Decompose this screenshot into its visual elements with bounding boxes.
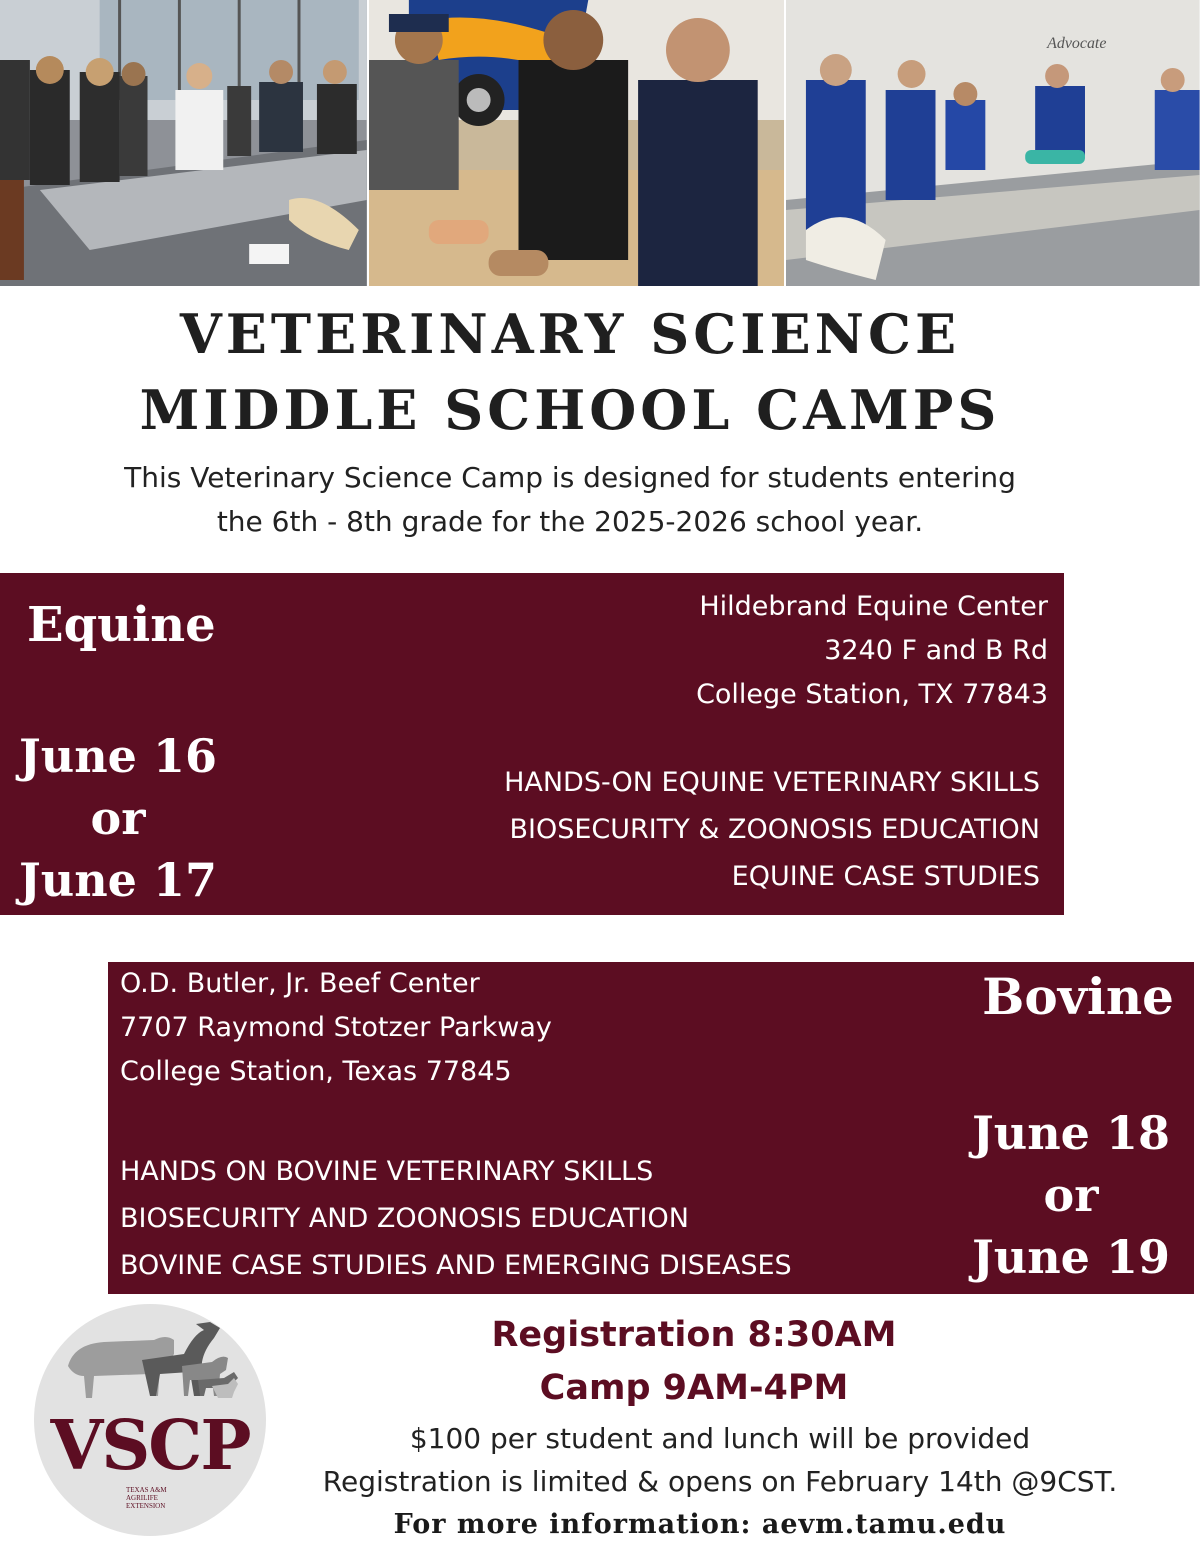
bovine-address-line: 7707 Raymond Stotzer Parkway xyxy=(120,1012,552,1043)
bovine-topic: BIOSECURITY AND ZOONOSIS EDUCATION xyxy=(120,1203,689,1234)
logo-text: VSCP xyxy=(50,1406,250,1486)
equine-address-line: 3240 F and B Rd xyxy=(824,635,1048,666)
equine-camp-panel xyxy=(0,573,1064,915)
bovine-topic: BOVINE CASE STUDIES AND EMERGING DISEASES xyxy=(120,1250,792,1281)
page-title-line-1: VETERINARY SCIENCE xyxy=(179,302,961,366)
bovine-address-line: O.D. Butler, Jr. Beef Center xyxy=(120,968,480,999)
registration-time: Registration 8:30AM xyxy=(491,1315,897,1355)
equine-address-line: Hildebrand Equine Center xyxy=(699,591,1048,622)
intro-line-1: This Veterinary Science Camp is designed for students entering xyxy=(124,461,1016,494)
photo3-sign: Advocate xyxy=(1047,34,1107,53)
bovine-topic: HANDS ON BOVINE VETERINARY SKILLS xyxy=(120,1156,654,1187)
bovine-topics xyxy=(120,1148,792,1289)
equine-date-or: or xyxy=(90,791,146,845)
equine-address-line: College Station, TX 77843 xyxy=(696,679,1048,710)
equine-date-1: June 16 xyxy=(19,729,217,783)
photo-students-lab-work xyxy=(367,0,785,286)
bovine-date-2: June 19 xyxy=(972,1230,1170,1284)
bovine-heading: Bovine xyxy=(982,967,1174,1026)
photo-strip xyxy=(0,0,1200,286)
equine-dates xyxy=(18,725,218,911)
photo-xray-lab xyxy=(784,0,1200,286)
bovine-address xyxy=(120,962,552,1094)
vscp-logo xyxy=(34,1304,266,1536)
bovine-dates xyxy=(966,1102,1176,1288)
bovine-camp-panel xyxy=(108,962,1194,1294)
cost-info: $100 per student and lunch will be provided xyxy=(409,1422,1031,1455)
equine-topic: EQUINE CASE STUDIES xyxy=(731,861,1040,892)
equine-topic: HANDS-ON EQUINE VETERINARY SKILLS xyxy=(504,767,1040,798)
equine-topics xyxy=(504,759,1040,900)
page-title-line-2: MIDDLE SCHOOL CAMPS xyxy=(139,378,1001,442)
logo-subtext: TEXAS A&M AGRILIFE EXTENSION xyxy=(126,1486,167,1510)
camp-time: Camp 9AM-4PM xyxy=(539,1368,849,1408)
more-info: For more information: aevm.tamu.edu xyxy=(393,1509,1007,1540)
intro-line-2: the 6th - 8th grade for the 2025-2026 school year. xyxy=(216,505,924,538)
bovine-date-or: or xyxy=(1043,1168,1099,1222)
equine-address xyxy=(696,585,1048,717)
bovine-date-1: June 18 xyxy=(972,1106,1170,1160)
equine-date-2: June 17 xyxy=(19,853,217,907)
photo-lab-demonstration xyxy=(0,0,367,286)
registration-info: Registration is limited & opens on February 14th @9CST. xyxy=(322,1465,1118,1498)
equine-topic: BIOSECURITY & ZOONOSIS EDUCATION xyxy=(509,814,1040,845)
bovine-address-line: College Station, Texas 77845 xyxy=(120,1056,512,1087)
equine-heading: Equine xyxy=(27,597,216,653)
